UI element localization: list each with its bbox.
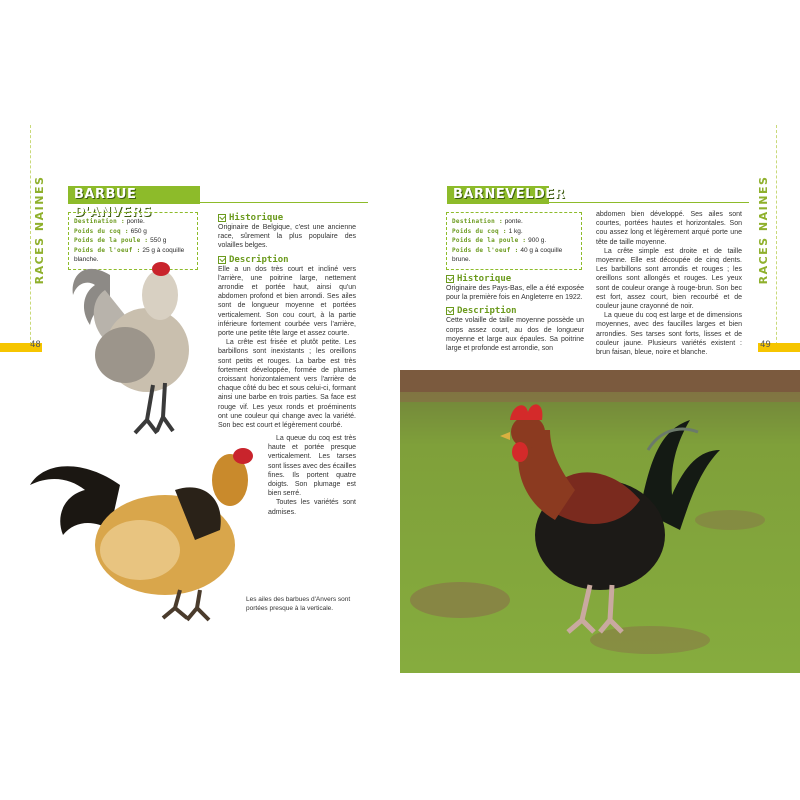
description-heading: Description [218,255,356,265]
side-tab-left [30,125,52,350]
text-column-lower [268,434,356,517]
text-column [218,210,356,430]
facts-row: Destination : ponte. [74,218,145,225]
side-tab-label: RACES NAINES [757,175,770,285]
facts-row: Poids de la poule : 550 g [74,237,167,244]
facts-row: Destination : ponte. [452,218,523,225]
facts-row: Poids de la poule : 900 g. [452,237,547,244]
history-heading: Historique [218,213,356,223]
text-column [446,271,584,353]
side-tab-label: RACES NAINES [33,175,46,285]
description-text: Cette volaille de taille moyenne possède un corps assez court, au dos de longueur moyenne et large aux épaules. Sa poitrine large et profonde est arrondie, son [446,317,584,353]
rooster-photo [400,370,800,673]
description-heading: Description [446,306,584,316]
facts-row: Poids du coq : 650 g [74,227,147,235]
image-caption: Les ailes des barbues d'Anvers sont portées presque à la verticale. [246,596,351,612]
description-text-continued: abdomen bien développé. Ses ailes sont courtes, portées hautes et horizontales. Son cou assez long et légèrement arqué porte une tête de taille moyenne. La crête simple est droite et de taille moyenne. Elle est découpée de cinq dents. Les barbillons sont arrondis et rouges ; les oreillons sont allongés et rouges. Les yeux sont de couleur orange à rouge-brun. Son bec est fort, assez court, bien recourbé et de couleur jaune crayonné de noir. La queue du coq est large et de dimensions moyennes, avec des faucilles larges et bien arrondies. Ses tarses sont forts, lisses et de couleur jaune. Plusieurs variétés existent : brun faisan, bleue, noire et blanche. [596,211,742,357]
side-tab-right [755,125,777,350]
title-underline [549,202,749,203]
check-box-icon [218,214,226,222]
breed-title: BARBUE D'ANVERS [68,186,200,204]
facts-row: Poids de l'oeuf : 25 g à coquille blanche. [74,246,185,263]
description-text: Elle a un dos très court et incliné vers l'arrière, une poitrine large, nettement arrondie et portée haut, ainsi qu'un abdomen profond et bien arrondi. Ses ailes sont de longueur moyenne et portées verticalement. Son cou court, à la partie inférieure fortement courbée vers l'arrière, porte une petite tête large et assez courte. La crête est frisée et plutôt petite. Les barbillons sont inexistants ; les oreillons sont petits et rouges. La barbe est très fortement développée, formée de plumes croissant horizontalement vers l'arrière de chaque côté du bec et sous celui-ci, formant ainsi une barbe en trois parties. Sa face est rouge vif. Les yeux ronds et proéminents ont une couleur qui change avec la variété. Son bec est court et légèrement courbé. [218,265,356,430]
rooster-illustration-grey [65,255,205,440]
rooster-illustration-golden [25,440,260,625]
title-underline [200,202,368,203]
facts-row: Poids du coq : 1 kg. [452,227,523,235]
check-box-icon [218,256,226,264]
facts-row: Poids de l'oeuf : 40 g à coquille brune. [452,246,563,263]
breed-title: BARNEVELDER [447,186,549,204]
page-number: 48 [30,340,41,350]
check-box-icon [446,307,454,315]
history-text: Originaire des Pays-Bas, elle a été exposée pour la première fois en Angleterre en 1922. [446,285,584,302]
facts-box [446,212,582,270]
check-box-icon [446,275,454,283]
description-text-continued: La queue du coq est très haute et portée presque verticalement. Les tarses sont lisses avec des écailles fines. Ils portent quatre doigts. Son plumage est bien serré. Toutes les variétés sont admises. [268,435,356,516]
page-number: 49 [760,340,771,350]
history-heading: Historique [446,274,584,284]
text-column-2 [596,210,742,357]
history-text: Originaire de Belgique, c'est une ancienne race, sûrement la plus populaire des volailles belges. [218,224,356,250]
